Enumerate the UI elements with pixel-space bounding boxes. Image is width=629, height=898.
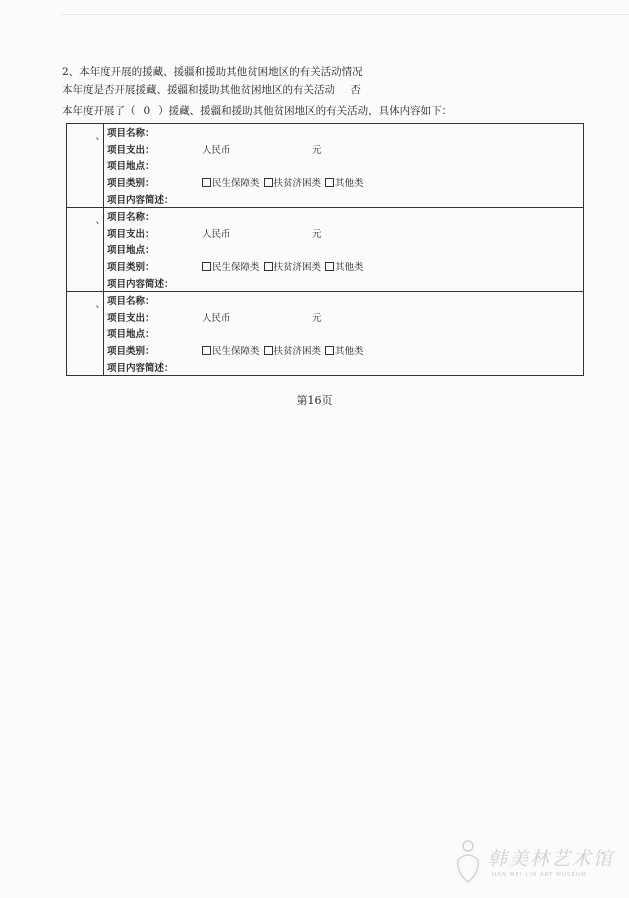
watermark-text: 韩美林艺术馆 (488, 848, 615, 870)
currency-unit: 元 (312, 228, 322, 240)
label-category: 项目类别： (107, 178, 155, 190)
category-option[interactable]: 其他类 (325, 343, 364, 357)
checkbox[interactable] (264, 262, 273, 271)
project-index-cell (67, 291, 104, 375)
section-heading: 2、本年度开展的援藏、援疆和援助其他贫困地区的有关活动情况 (62, 66, 363, 78)
category-option[interactable]: 扶贫济困类 (264, 259, 322, 273)
page-number: 第16页 (296, 394, 333, 407)
projects-table (66, 123, 584, 376)
project-index: 、 (95, 131, 105, 142)
label-expense: 项目支出： (107, 228, 155, 240)
project-row (67, 207, 584, 291)
project-index-cell (67, 124, 104, 208)
label-expense: 项目支出： (107, 144, 155, 156)
category-option[interactable]: 民生保障类 (202, 175, 260, 189)
label-location: 项目地点： (107, 329, 155, 341)
category-option[interactable]: 扶贫济困类 (264, 175, 322, 189)
label-name: 项目名称： (107, 212, 155, 224)
museum-watermark (448, 834, 623, 890)
project-detail-cell (104, 291, 584, 375)
top-rule (62, 14, 629, 15)
currency: 人民币 (202, 228, 231, 240)
whether-line (62, 82, 361, 97)
checkbox[interactable] (264, 346, 273, 355)
label-name: 项目名称： (107, 296, 155, 308)
currency-unit: 元 (312, 144, 322, 156)
label-expense: 项目支出： (107, 312, 155, 324)
watermark-figure-icon (450, 838, 486, 886)
checkbox[interactable] (264, 178, 273, 187)
count-suffix: ）援藏、援疆和援助其他贫困地区的有关活动，具体内容如下： (158, 105, 453, 117)
category-option[interactable]: 民生保障类 (202, 343, 260, 357)
checkbox[interactable] (202, 178, 211, 187)
label-category: 项目类别： (107, 346, 155, 358)
whether-question: 本年度是否开展援藏、援疆和援助其他贫困地区的有关活动 (62, 84, 335, 96)
project-index: 、 (95, 298, 105, 310)
currency: 人民币 (202, 144, 231, 156)
whether-answer: 否 (350, 84, 361, 96)
count-value: 0 (143, 105, 151, 117)
label-description: 项目内容简述： (107, 362, 174, 374)
checkbox[interactable] (202, 346, 211, 355)
project-index-cell (67, 207, 104, 291)
category-option[interactable]: 扶贫济困类 (264, 343, 322, 357)
watermark-subtitle: HAN MEI LIN ART MUSEUM (492, 872, 587, 878)
category-option[interactable]: 其他类 (325, 259, 364, 273)
currency: 人民币 (202, 312, 231, 324)
count-line (62, 103, 452, 118)
currency-unit: 元 (312, 312, 322, 324)
label-location: 项目地点： (107, 161, 155, 173)
label-description: 项目内容简述： (107, 194, 174, 206)
project-row (67, 124, 584, 208)
checkbox[interactable] (325, 178, 334, 187)
checkbox[interactable] (325, 346, 334, 355)
label-description: 项目内容简述： (107, 278, 174, 290)
checkbox[interactable] (202, 262, 211, 271)
category-option[interactable]: 民生保障类 (202, 259, 260, 273)
count-prefix: 本年度开展了（ (62, 105, 136, 117)
category-option[interactable]: 其他类 (325, 175, 364, 189)
project-detail-cell (104, 207, 584, 291)
project-detail-cell (104, 124, 584, 208)
label-location: 项目地点： (107, 245, 155, 257)
label-name: 项目名称： (107, 128, 155, 140)
label-category: 项目类别： (107, 262, 155, 274)
checkbox[interactable] (325, 262, 334, 271)
project-index: 、 (95, 214, 105, 226)
project-row (67, 291, 584, 375)
